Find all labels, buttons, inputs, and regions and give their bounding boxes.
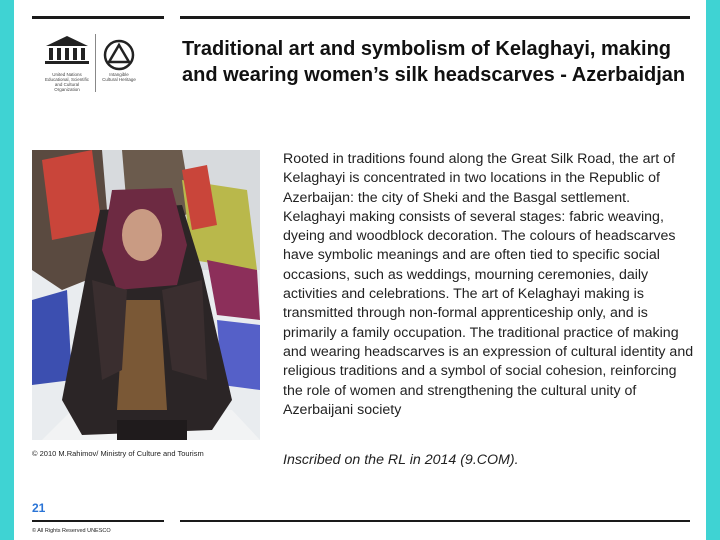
bottom-rule-right bbox=[180, 520, 690, 522]
heritage-logo-text: Intangible Cultural Heritage bbox=[102, 72, 136, 82]
top-rule-left bbox=[32, 16, 164, 19]
body-paragraph: Rooted in traditions found along the Great Silk Road, the art of Kelaghayi is concentrated in two locations in the Republic of Azerbaijan: the city of Sheki and the Basgal settlement. Kelaghayi making consists of several stages: fabric weaving, dyeing and woodblock decoration. The colours of headscarves have symbolic meanings and are often tied to specific social occasions, such as weddings, mourning ceremonies, daily activities and celebrations. The art of Kelaghayi making is transmitted through non-formal apprenticeship only, and is primarily a family occupation. The traditional practice of making and wearing headscarves is an expression of cultural identity and religious traditions and a symbol of social cohesion, reinforcing the role of women and strengthening the cultural unity of Azerbaijani society bbox=[283, 151, 694, 418]
copyright-notice: © All Rights Reserved UNESCO bbox=[32, 528, 111, 534]
photo-credit: © 2010 M.Rahimov/ Ministry of Culture and Tourism bbox=[32, 449, 204, 458]
unesco-logo bbox=[42, 34, 92, 68]
woman-in-headscarf-photo bbox=[32, 150, 260, 440]
page-number: 21 bbox=[32, 501, 46, 515]
slide-title: Traditional art and symbolism of Kelaghayi, making and wearing women’s silk headscarves - Azerbaidjan bbox=[182, 38, 686, 86]
bottom-rule-left bbox=[32, 520, 164, 522]
inscription-note: Inscribed on the RL in 2014 (9.COM). bbox=[283, 452, 519, 468]
photo bbox=[32, 150, 260, 440]
unesco-logo-text: United Nations Educational, Scientific and Cultural Organization bbox=[44, 72, 90, 92]
top-rule-right bbox=[180, 16, 690, 19]
heritage-logo bbox=[102, 38, 136, 72]
slide bbox=[14, 0, 706, 540]
logo-divider bbox=[95, 34, 96, 92]
logo-block bbox=[42, 34, 142, 94]
